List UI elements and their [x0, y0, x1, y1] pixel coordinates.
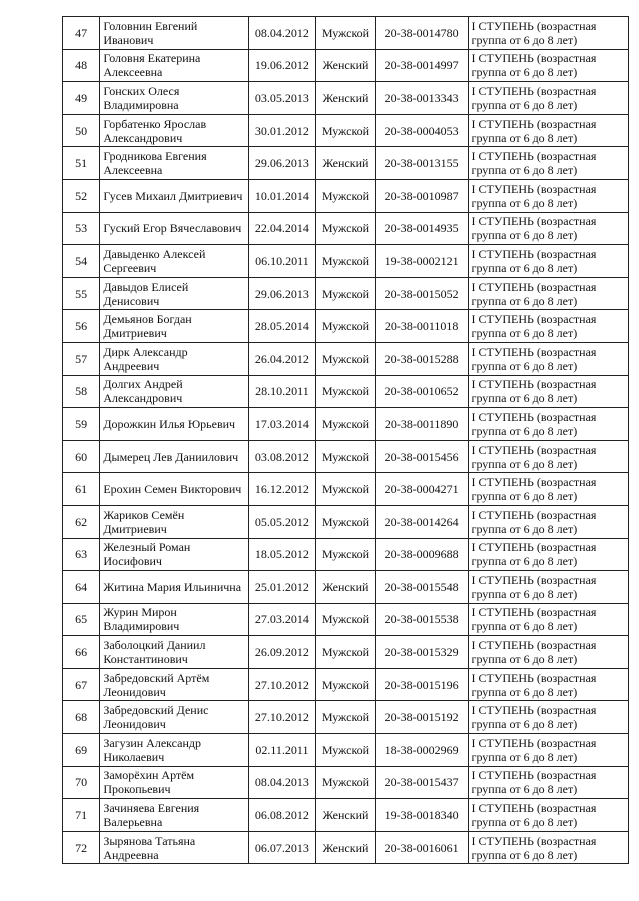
- uin-id-cell: 20-38-0014780: [375, 17, 468, 50]
- birth-date-cell: 10.01.2014: [248, 179, 316, 212]
- table-row: [63, 636, 629, 669]
- stage-level-cell: I СТУПЕНЬ (возрастная группа от 6 до 8 лет): [468, 571, 628, 604]
- gender-cell: Мужской: [316, 245, 376, 278]
- row-number-cell: 60: [63, 440, 100, 473]
- table-row: [63, 179, 629, 212]
- gender-cell: Женский: [316, 571, 376, 604]
- uin-id-cell: 20-38-0014264: [375, 505, 468, 538]
- uin-id-cell: 18-38-0002969: [375, 734, 468, 767]
- stage-level-cell: I СТУПЕНЬ (возрастная группа от 6 до 8 лет): [468, 147, 628, 180]
- table-row: [63, 766, 629, 799]
- full-name-cell: Гродникова Евгения Алексеевна: [100, 147, 248, 180]
- gender-cell: Мужской: [316, 505, 376, 538]
- table-row: [63, 114, 629, 147]
- row-number-cell: 71: [63, 799, 100, 832]
- birth-date-cell: 19.06.2012: [248, 49, 316, 82]
- stage-level-cell: I СТУПЕНЬ (возрастная группа от 6 до 8 лет): [468, 505, 628, 538]
- uin-id-cell: 20-38-0011018: [375, 310, 468, 343]
- gender-cell: Мужской: [316, 114, 376, 147]
- table-row: [63, 473, 629, 506]
- full-name-cell: Дымерец Лев Даниилович: [100, 440, 248, 473]
- row-number-cell: 52: [63, 179, 100, 212]
- table-row: [63, 734, 629, 767]
- row-number-cell: 59: [63, 408, 100, 441]
- gender-cell: Женский: [316, 49, 376, 82]
- gender-cell: Мужской: [316, 701, 376, 734]
- row-number-cell: 62: [63, 505, 100, 538]
- row-number-cell: 54: [63, 245, 100, 278]
- roster-table: [62, 16, 629, 864]
- table-row: [63, 668, 629, 701]
- stage-level-cell: I СТУПЕНЬ (возрастная группа от 6 до 8 лет): [468, 114, 628, 147]
- birth-date-cell: 26.04.2012: [248, 342, 316, 375]
- stage-level-cell: I СТУПЕНЬ (возрастная группа от 6 до 8 лет): [468, 701, 628, 734]
- table-row: [63, 505, 629, 538]
- stage-level-cell: I СТУПЕНЬ (возрастная группа от 6 до 8 лет): [468, 408, 628, 441]
- table-row: [63, 701, 629, 734]
- uin-id-cell: 19-38-0018340: [375, 799, 468, 832]
- birth-date-cell: 02.11.2011: [248, 734, 316, 767]
- uin-id-cell: 20-38-0015437: [375, 766, 468, 799]
- stage-level-cell: I СТУПЕНЬ (возрастная группа от 6 до 8 лет): [468, 310, 628, 343]
- row-number-cell: 48: [63, 49, 100, 82]
- full-name-cell: Гуский Егор Вячеславович: [100, 212, 248, 245]
- gender-cell: Мужской: [316, 636, 376, 669]
- full-name-cell: Житина Мария Ильинична: [100, 571, 248, 604]
- birth-date-cell: 17.03.2014: [248, 408, 316, 441]
- uin-id-cell: 20-38-0004053: [375, 114, 468, 147]
- stage-level-cell: I СТУПЕНЬ (возрастная группа от 6 до 8 лет): [468, 342, 628, 375]
- uin-id-cell: 20-38-0004271: [375, 473, 468, 506]
- table-row: [63, 831, 629, 864]
- gender-cell: Мужской: [316, 342, 376, 375]
- row-number-cell: 66: [63, 636, 100, 669]
- birth-date-cell: 06.07.2013: [248, 831, 316, 864]
- stage-level-cell: I СТУПЕНЬ (возрастная группа от 6 до 8 лет): [468, 375, 628, 408]
- uin-id-cell: 20-38-0015548: [375, 571, 468, 604]
- table-row: [63, 82, 629, 115]
- gender-cell: Мужской: [316, 277, 376, 310]
- gender-cell: Мужской: [316, 310, 376, 343]
- stage-level-cell: I СТУПЕНЬ (возрастная группа от 6 до 8 лет): [468, 799, 628, 832]
- row-number-cell: 55: [63, 277, 100, 310]
- birth-date-cell: 25.01.2012: [248, 571, 316, 604]
- uin-id-cell: 19-38-0002121: [375, 245, 468, 278]
- stage-level-cell: I СТУПЕНЬ (возрастная группа от 6 до 8 лет): [468, 17, 628, 50]
- stage-level-cell: I СТУПЕНЬ (возрастная группа от 6 до 8 лет): [468, 179, 628, 212]
- uin-id-cell: 20-38-0014935: [375, 212, 468, 245]
- stage-level-cell: I СТУПЕНЬ (возрастная группа от 6 до 8 лет): [468, 668, 628, 701]
- gender-cell: Мужской: [316, 766, 376, 799]
- full-name-cell: Гусев Михаил Дмитриевич: [100, 179, 248, 212]
- row-number-cell: 51: [63, 147, 100, 180]
- birth-date-cell: 28.10.2011: [248, 375, 316, 408]
- full-name-cell: Головнин Евгений Иванович: [100, 17, 248, 50]
- birth-date-cell: 22.04.2014: [248, 212, 316, 245]
- stage-level-cell: I СТУПЕНЬ (возрастная группа от 6 до 8 лет): [468, 766, 628, 799]
- gender-cell: Мужской: [316, 603, 376, 636]
- full-name-cell: Головня Екатерина Алексеевна: [100, 49, 248, 82]
- gender-cell: Мужской: [316, 212, 376, 245]
- row-number-cell: 68: [63, 701, 100, 734]
- table-row: [63, 799, 629, 832]
- uin-id-cell: 20-38-0010987: [375, 179, 468, 212]
- gender-cell: Мужской: [316, 17, 376, 50]
- uin-id-cell: 20-38-0015538: [375, 603, 468, 636]
- gender-cell: Мужской: [316, 179, 376, 212]
- full-name-cell: Дорожкин Илья Юрьевич: [100, 408, 248, 441]
- table-row: [63, 212, 629, 245]
- row-number-cell: 61: [63, 473, 100, 506]
- row-number-cell: 53: [63, 212, 100, 245]
- table-row: [63, 277, 629, 310]
- uin-id-cell: 20-38-0013155: [375, 147, 468, 180]
- stage-level-cell: I СТУПЕНЬ (возрастная группа от 6 до 8 лет): [468, 734, 628, 767]
- gender-cell: Мужской: [316, 538, 376, 571]
- uin-id-cell: 20-38-0010652: [375, 375, 468, 408]
- table-row: [63, 603, 629, 636]
- table-row: [63, 440, 629, 473]
- full-name-cell: Давыденко Алексей Сергеевич: [100, 245, 248, 278]
- row-number-cell: 47: [63, 17, 100, 50]
- row-number-cell: 57: [63, 342, 100, 375]
- uin-id-cell: 20-38-0016061: [375, 831, 468, 864]
- stage-level-cell: I СТУПЕНЬ (возрастная группа от 6 до 8 лет): [468, 82, 628, 115]
- stage-level-cell: I СТУПЕНЬ (возрастная группа от 6 до 8 лет): [468, 277, 628, 310]
- full-name-cell: Забредовский Артём Леонидович: [100, 668, 248, 701]
- uin-id-cell: 20-38-0015196: [375, 668, 468, 701]
- row-number-cell: 67: [63, 668, 100, 701]
- stage-level-cell: I СТУПЕНЬ (возрастная группа от 6 до 8 лет): [468, 440, 628, 473]
- uin-id-cell: 20-38-0013343: [375, 82, 468, 115]
- gender-cell: Женский: [316, 799, 376, 832]
- row-number-cell: 58: [63, 375, 100, 408]
- row-number-cell: 63: [63, 538, 100, 571]
- uin-id-cell: 20-38-0011890: [375, 408, 468, 441]
- roster-table-body: [63, 17, 629, 864]
- birth-date-cell: 16.12.2012: [248, 473, 316, 506]
- stage-level-cell: I СТУПЕНЬ (возрастная группа от 6 до 8 лет): [468, 636, 628, 669]
- full-name-cell: Заморёхин Артём Прокопьевич: [100, 766, 248, 799]
- row-number-cell: 72: [63, 831, 100, 864]
- table-row: [63, 538, 629, 571]
- table-row: [63, 147, 629, 180]
- birth-date-cell: 05.05.2012: [248, 505, 316, 538]
- gender-cell: Мужской: [316, 375, 376, 408]
- birth-date-cell: 30.01.2012: [248, 114, 316, 147]
- birth-date-cell: 06.08.2012: [248, 799, 316, 832]
- row-number-cell: 70: [63, 766, 100, 799]
- birth-date-cell: 29.06.2013: [248, 277, 316, 310]
- gender-cell: Женский: [316, 147, 376, 180]
- row-number-cell: 64: [63, 571, 100, 604]
- table-row: [63, 571, 629, 604]
- full-name-cell: Ерохин Семен Викторович: [100, 473, 248, 506]
- uin-id-cell: 20-38-0009688: [375, 538, 468, 571]
- birth-date-cell: 03.05.2013: [248, 82, 316, 115]
- full-name-cell: Давыдов Елисей Денисович: [100, 277, 248, 310]
- row-number-cell: 49: [63, 82, 100, 115]
- stage-level-cell: I СТУПЕНЬ (возрастная группа от 6 до 8 лет): [468, 49, 628, 82]
- table-row: [63, 310, 629, 343]
- birth-date-cell: 03.08.2012: [248, 440, 316, 473]
- birth-date-cell: 26.09.2012: [248, 636, 316, 669]
- gender-cell: Женский: [316, 82, 376, 115]
- stage-level-cell: I СТУПЕНЬ (возрастная группа от 6 до 8 лет): [468, 245, 628, 278]
- birth-date-cell: 06.10.2011: [248, 245, 316, 278]
- table-row: [63, 375, 629, 408]
- uin-id-cell: 20-38-0015192: [375, 701, 468, 734]
- gender-cell: Мужской: [316, 734, 376, 767]
- gender-cell: Женский: [316, 831, 376, 864]
- uin-id-cell: 20-38-0015052: [375, 277, 468, 310]
- uin-id-cell: 20-38-0015288: [375, 342, 468, 375]
- stage-level-cell: I СТУПЕНЬ (возрастная группа от 6 до 8 лет): [468, 538, 628, 571]
- full-name-cell: Жариков Семён Дмитриевич: [100, 505, 248, 538]
- table-row: [63, 342, 629, 375]
- birth-date-cell: 28.05.2014: [248, 310, 316, 343]
- full-name-cell: Горбатенко Ярослав Александрович: [100, 114, 248, 147]
- birth-date-cell: 08.04.2012: [248, 17, 316, 50]
- birth-date-cell: 08.04.2013: [248, 766, 316, 799]
- stage-level-cell: I СТУПЕНЬ (возрастная группа от 6 до 8 лет): [468, 603, 628, 636]
- table-row: [63, 408, 629, 441]
- full-name-cell: Демьянов Богдан Дмитриевич: [100, 310, 248, 343]
- full-name-cell: Заболоцкий Даниил Константинович: [100, 636, 248, 669]
- row-number-cell: 65: [63, 603, 100, 636]
- table-row: [63, 245, 629, 278]
- gender-cell: Мужской: [316, 668, 376, 701]
- uin-id-cell: 20-38-0014997: [375, 49, 468, 82]
- gender-cell: Мужской: [316, 473, 376, 506]
- full-name-cell: Железный Роман Иосифович: [100, 538, 248, 571]
- stage-level-cell: I СТУПЕНЬ (возрастная группа от 6 до 8 лет): [468, 831, 628, 864]
- uin-id-cell: 20-38-0015456: [375, 440, 468, 473]
- gender-cell: Мужской: [316, 408, 376, 441]
- full-name-cell: Забредовский Денис Леонидович: [100, 701, 248, 734]
- full-name-cell: Зачиняева Евгения Валерьевна: [100, 799, 248, 832]
- table-row: [63, 17, 629, 50]
- birth-date-cell: 29.06.2013: [248, 147, 316, 180]
- birth-date-cell: 27.03.2014: [248, 603, 316, 636]
- full-name-cell: Журин Мирон Владимирович: [100, 603, 248, 636]
- uin-id-cell: 20-38-0015329: [375, 636, 468, 669]
- row-number-cell: 50: [63, 114, 100, 147]
- table-row: [63, 49, 629, 82]
- birth-date-cell: 27.10.2012: [248, 701, 316, 734]
- full-name-cell: Загузин Александр Николаевич: [100, 734, 248, 767]
- stage-level-cell: I СТУПЕНЬ (возрастная группа от 6 до 8 лет): [468, 212, 628, 245]
- full-name-cell: Зырянова Татьяна Андреевна: [100, 831, 248, 864]
- birth-date-cell: 18.05.2012: [248, 538, 316, 571]
- gender-cell: Мужской: [316, 440, 376, 473]
- birth-date-cell: 27.10.2012: [248, 668, 316, 701]
- row-number-cell: 56: [63, 310, 100, 343]
- full-name-cell: Дирк Александр Андреевич: [100, 342, 248, 375]
- full-name-cell: Долгих Андрей Александрович: [100, 375, 248, 408]
- full-name-cell: Гонских Олеся Владимировна: [100, 82, 248, 115]
- row-number-cell: 69: [63, 734, 100, 767]
- stage-level-cell: I СТУПЕНЬ (возрастная группа от 6 до 8 лет): [468, 473, 628, 506]
